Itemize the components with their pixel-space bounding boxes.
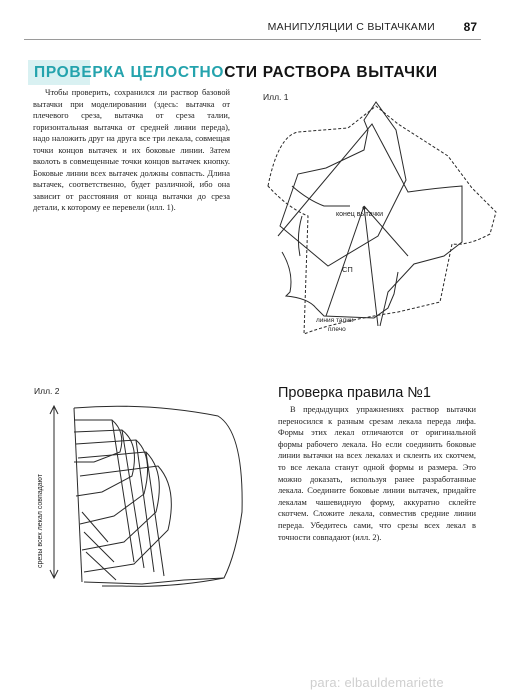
section-title: Проверка правила №1 bbox=[278, 385, 431, 401]
page-number: 87 bbox=[463, 20, 477, 34]
dart-line-b bbox=[122, 430, 144, 568]
dart-leg-a bbox=[364, 206, 378, 326]
illustration-1-label: Илл. 1 bbox=[263, 92, 289, 102]
outer-piece-outline bbox=[74, 406, 242, 586]
title-accent-part: ПРОВЕРКА ЦЕЛОСТНО bbox=[34, 64, 225, 81]
shoulder-curve bbox=[292, 186, 350, 206]
illustration-2-label: Илл. 2 bbox=[34, 386, 60, 396]
ill-1-shoulder-annotation: плечо bbox=[328, 326, 346, 333]
watermark-text: para: elbauldemariette bbox=[310, 675, 444, 690]
page-title bbox=[34, 62, 438, 84]
running-head: МАНИПУЛЯЦИИ С ВЫТАЧКАМИ bbox=[267, 21, 435, 33]
section-paragraph: В предыдущих упражнениях раствор вытачки переносился к разным срезам лекала переда лифа. Формы этих лекал отличаются от оригинальной формы рабочего лекала. Но если соединить боковые линии вытачки на всех лекалах и склеить их скотчем, то все лекала станут одной формы и размера. Это можно доказать, используя ранее разработанные лекала. Соедините боковые линии вытачек, придайте лекалам чашевидную форму, аккуратно склейте скотчем. Сложите лекала, совместив средние линии переда. Убедитесь сами, что срезы всех лекал в точности совпадают (илл. 2). bbox=[278, 405, 476, 542]
layer-5 bbox=[80, 466, 171, 572]
intro-paragraph: Чтобы проверить, сохранился ли раствор базовой вытачки при моделировании (здесь: вытачка от плечевого среза, вытачка от среза талии, горизонтальная вытачка от средней линии переда), надо наложить друг на друга все три лекала, совмещая точки концов вытачек и их боковые линии. Затем вколоть в совмещенные точки концов вытачек кнопку. Боковые линии всех вытачек должны совпасть. Длина вытачек, соответственно, будет различной, ибо она зависит от расстояния от конца вытачки до среза детали, к которому ее перевели (илл. 1). bbox=[33, 88, 230, 212]
dart-end-point bbox=[362, 206, 365, 209]
ill-1-waist-annotation: линия талии bbox=[316, 317, 354, 324]
page-header bbox=[24, 19, 481, 41]
armhole-curve bbox=[298, 216, 302, 256]
title-plain-part: СТИ РАСТВОРА ВЫТАЧКИ bbox=[224, 64, 438, 81]
illustration-2-pattern bbox=[22, 392, 260, 604]
bottom-edge bbox=[84, 578, 224, 584]
illustration-1-pattern bbox=[238, 96, 500, 346]
solid-piece-3 bbox=[282, 252, 398, 318]
ill-1-dart-end-annotation: конец вытачки bbox=[336, 211, 383, 218]
ill-1-sp-annotation: СП bbox=[342, 265, 353, 274]
dart-leg-b bbox=[326, 206, 364, 316]
ill-2-vertical-caption: срезы всех лекал совпадают bbox=[37, 474, 44, 568]
dart-line-c bbox=[136, 440, 154, 572]
header-rule bbox=[24, 39, 481, 40]
layer-2 bbox=[74, 430, 134, 496]
